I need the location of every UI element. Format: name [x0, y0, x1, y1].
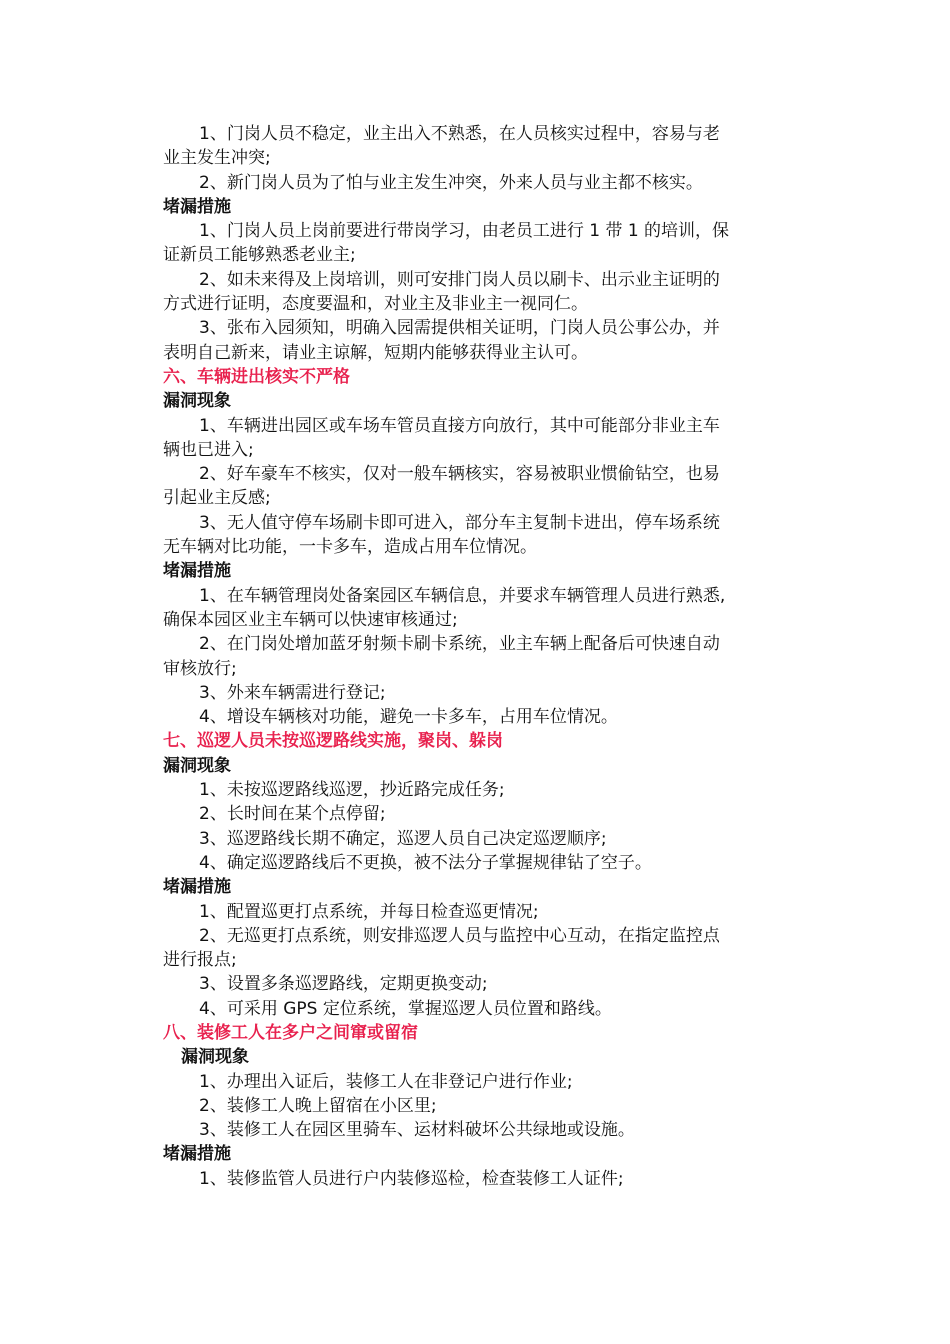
- paragraph-line: 方式进行证明，态度要温和，对业主及非业主一视同仁。: [163, 294, 588, 315]
- paragraph-line: 1、配置巡更打点系统，并每日检查巡更情况;: [199, 901, 539, 922]
- paragraph-line: 进行报点;: [163, 950, 237, 971]
- paragraph-line: 无车辆对比功能，一卡多车，造成占用车位情况。: [163, 537, 537, 558]
- paragraph-line: 1、装修监管人员进行户内装修巡检，检查装修工人证件;: [199, 1168, 624, 1189]
- paragraph-line: 4、增设车辆核对功能，避免一卡多车，占用车位情况。: [199, 707, 618, 728]
- paragraph-line: 3、设置多条巡逻路线，定期更换变动;: [199, 974, 488, 995]
- paragraph-line: 证新员工能够熟悉老业主;: [163, 245, 356, 266]
- document-body: [163, 122, 785, 1191]
- paragraph-line: 1、未按巡逻路线巡逻，抄近路完成任务;: [199, 780, 505, 801]
- paragraph-line: 2、装修工人晚上留宿在小区里;: [199, 1095, 437, 1116]
- subheading: 漏洞现象: [163, 391, 231, 412]
- section-heading: 六、车辆进出核实不严格: [163, 366, 350, 387]
- subheading: 漏洞现象: [163, 755, 231, 776]
- paragraph-line: 2、新门岗人员为了怕与业主发生冲突，外来人员与业主都不核实。: [199, 172, 703, 193]
- paragraph-line: 确保本园区业主车辆可以快速审核通过;: [163, 609, 458, 630]
- paragraph-line: 2、长时间在某个点停留;: [199, 804, 386, 825]
- paragraph-line: 1、在车辆管理岗处备案园区车辆信息，并要求车辆管理人员进行熟悉,: [199, 585, 726, 606]
- section-heading: 八、装修工人在多户之间窜或留宿: [163, 1022, 418, 1043]
- subheading: 堵漏措施: [163, 1144, 231, 1165]
- paragraph-line: 业主发生冲突;: [163, 148, 271, 169]
- paragraph-line: 审核放行;: [163, 658, 237, 679]
- subheading: 堵漏措施: [163, 196, 231, 217]
- paragraph-line: 4、确定巡逻路线后不更换，被不法分子掌握规律钻了空子。: [199, 852, 652, 873]
- paragraph-line: 1、车辆进出园区或车场车管员直接方向放行，其中可能部分非业主车: [199, 415, 720, 436]
- paragraph-line: 辆也已进入;: [163, 439, 254, 460]
- paragraph-line: 2、无巡更打点系统，则安排巡逻人员与监控中心互动，在指定监控点: [199, 925, 720, 946]
- subheading: 堵漏措施: [163, 561, 231, 582]
- paragraph-line: 1、门岗人员上岗前要进行带岗学习，由老员工进行 1 带 1 的培训，保: [199, 221, 730, 242]
- paragraph-line: 3、巡逻路线长期不确定，巡逻人员自己决定巡逻顺序;: [199, 828, 607, 849]
- paragraph-line: 1、门岗人员不稳定，业主出入不熟悉，在人员核实过程中，容易与老: [199, 124, 720, 144]
- paragraph-line: 2、如未来得及上岗培训，则可安排门岗人员以刷卡、出示业主证明的: [199, 269, 720, 290]
- paragraph-line: 3、无人值守停车场刷卡即可进入，部分车主复制卡进出，停车场系统: [199, 512, 720, 533]
- paragraph-line: 3、外来车辆需进行登记;: [199, 682, 386, 703]
- subheading: 堵漏措施: [163, 877, 231, 898]
- paragraph-line: 4、可采用 GPS 定位系统，掌握巡逻人员位置和路线。: [199, 998, 612, 1019]
- paragraph-line: 1、办理出入证后，装修工人在非登记户进行作业;: [199, 1071, 573, 1092]
- paragraph-line: 表明自己新来，请业主谅解，短期内能够获得业主认可。: [163, 342, 588, 363]
- paragraph-line: 3、装修工人在园区里骑车、运材料破坏公共绿地或设施。: [199, 1120, 635, 1141]
- paragraph-line: 引起业主反感;: [163, 488, 271, 509]
- paragraph-line: 2、好车豪车不核实，仅对一般车辆核实，容易被职业惯偷钻空，也易: [199, 464, 720, 485]
- subheading: 漏洞现象: [181, 1047, 249, 1068]
- paragraph-line: 3、张布入园须知，明确入园需提供相关证明，门岗人员公事公办，并: [199, 318, 720, 339]
- section-heading: 七、巡逻人员未按巡逻路线实施，聚岗、躲岗: [163, 731, 503, 752]
- paragraph-line: 2、在门岗处增加蓝牙射频卡刷卡系统，业主车辆上配备后可快速自动: [199, 634, 720, 655]
